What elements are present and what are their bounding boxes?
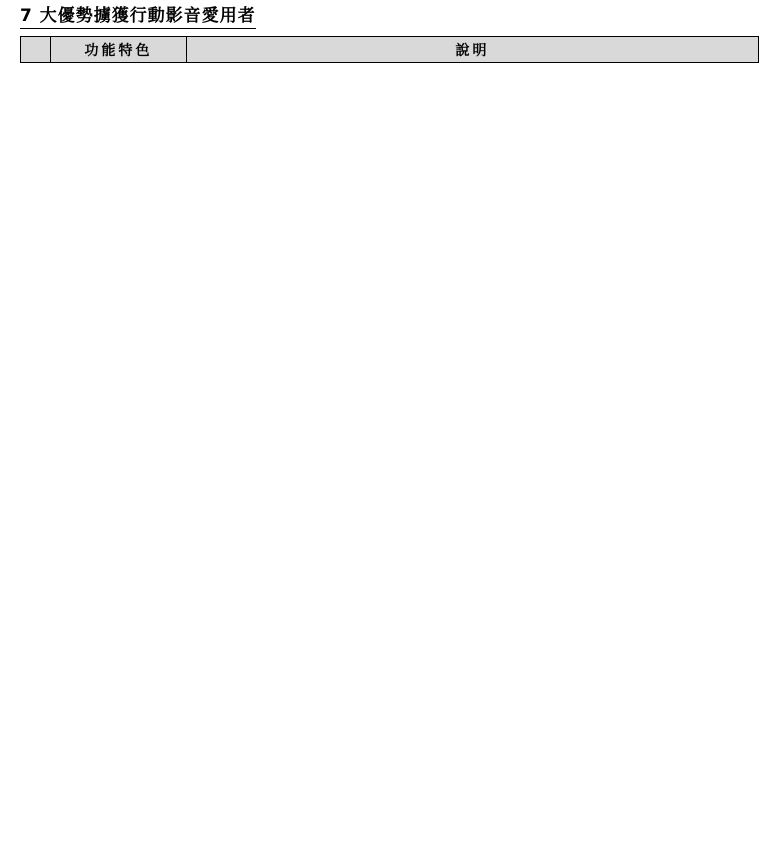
header-number [21,37,51,63]
table-header-row [21,37,759,63]
page-title: 7 大優勢擄獲行動影音愛用者 [20,5,256,29]
header-feature: 功能特色 [51,37,187,63]
header-description: 說明 [187,37,759,63]
features-table [20,36,759,63]
